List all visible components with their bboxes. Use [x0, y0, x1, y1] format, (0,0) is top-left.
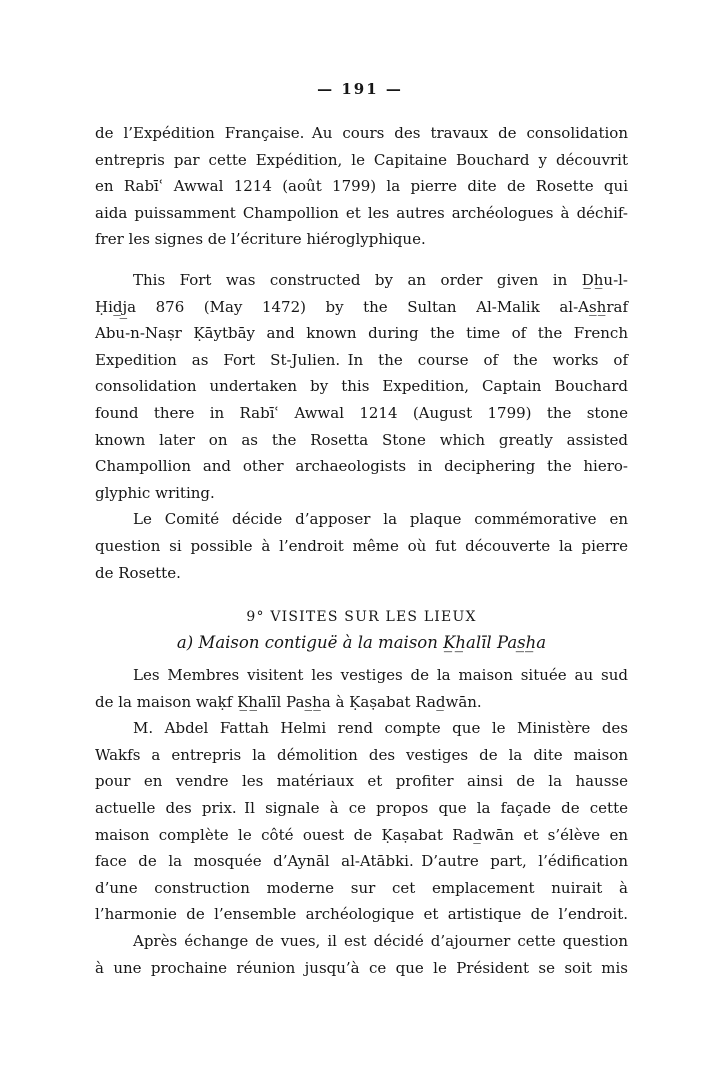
text-line: entrepris par cette Expédition, le Capitaine Bouchard y découvrit [95, 150, 628, 169]
page-number: — 191 — [317, 80, 403, 98]
text-line: known later on as the Rosetta Stone which greatly assisted [95, 430, 628, 449]
text-line: frer les signes de l’écriture hiéroglyphique. [95, 230, 426, 249]
text-line: Ḥid̲j̲a 876 (May 1472) by the Sultan Al-Malik al-As̲h̲raf [95, 297, 628, 316]
text-line: question si possible à l’endroit même où fut découverte la pierre [95, 536, 628, 555]
text-line: found there in Rabīʿ Awwal 1214 (August 1799) the stone [95, 403, 628, 422]
text-line: Abu-n-Naṣr Ḳāytbāy and known during the time of the French [95, 324, 628, 343]
paragraph-helmi-rapport [95, 715, 628, 928]
paragraph-comite-plaque [95, 506, 628, 586]
text-line: Après échange de vues, il est décidé d’ajourner cette question [133, 932, 628, 951]
text-line: d’une construction moderne sur cet emplacement nuirait à [95, 878, 628, 897]
text-line: l’harmonie de l’ensemble archéologique et artistique de l’endroit. [95, 905, 628, 924]
section-heading-visites: 9° VISITES SUR LES LIEUX [246, 609, 477, 626]
text-line: de Rosette. [95, 563, 181, 582]
text-line: de l’Expédition Française. Au cours des travaux de consolidation [95, 124, 628, 142]
text-line: Le Comité décide d’apposer la plaque commémorative en [133, 510, 628, 529]
paragraph-membres-visite [95, 662, 628, 715]
page-content [95, 120, 628, 981]
text-line: pour en vendre les matériaux et profiter ainsi de la hausse [95, 772, 628, 791]
text-line: Les Membres visitent les vestiges de la maison située au sud [133, 666, 628, 685]
text-line: en Rabīʿ Awwal 1214 (août 1799) la pierre dite de Rosette qui [95, 177, 628, 196]
text-line: consolidation undertaken by this Expedition, Captain Bouchard [95, 377, 628, 396]
text-line: de la maison waḳf K̲h̲alīl Pas̲h̲a à Ḳaṣabat Rad̲wān. [95, 692, 482, 711]
text-line: Champollion and other archaeologists in deciphering the hiero- [95, 457, 628, 476]
text-line: Expedition as Fort St-Julien. In the course of the works of [95, 350, 628, 369]
text-line: Wakfs a entrepris la démolition des vestiges de la dite maison [95, 745, 628, 764]
text-line: actuelle des prix. Il signale à ce propos que la façade de cette [95, 799, 628, 818]
text-line: aida puissamment Champollion et les autres archéologues à déchif- [95, 203, 628, 222]
text-line: This Fort was constructed by an order given in D̲h̲u-l- [133, 270, 628, 289]
text-line: maison complète le côté ouest de Ḳaṣabat Rad̲wān et s’élève en [95, 825, 628, 844]
text-line: M. Abdel Fattah Helmi rend compte que le Ministère des [133, 719, 628, 738]
paragraph-ajournement [95, 928, 628, 981]
paragraph-french-rosette [95, 120, 628, 253]
text-line: à une prochaine réunion jusqu’à ce que le Président se soit mis [95, 958, 628, 977]
text-line: face de la mosquée d’Aynāl al-Atābki. D’autre part, l’édification [95, 852, 628, 871]
subsection-title-maison: a) Maison contiguë à la maison K̲h̲alīl Pas̲h̲a [176, 633, 547, 653]
paragraph-english-fort [95, 267, 628, 506]
text-line: glyphic writing. [95, 483, 215, 502]
